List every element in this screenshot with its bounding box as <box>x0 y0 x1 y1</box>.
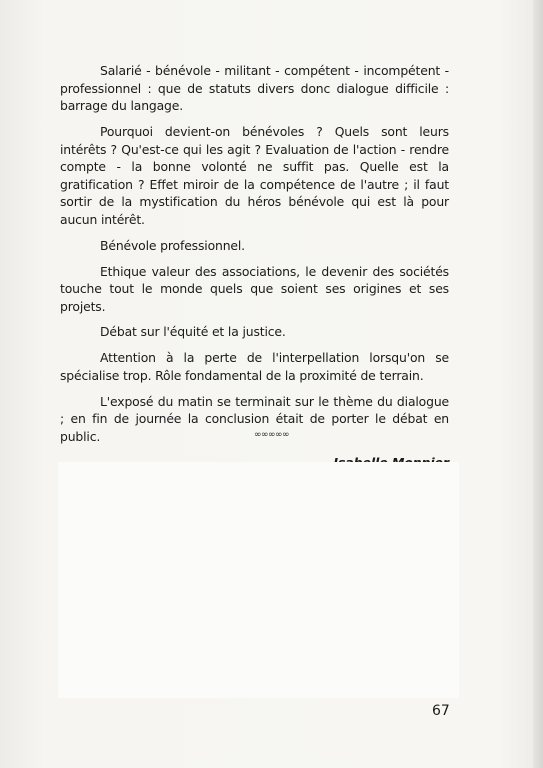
paragraph: Ethique valeur des associations, le devenir des sociétés touche tout le monde quels que soient ses origines et ses projets. <box>60 263 449 314</box>
paragraph: Salarié - bénévole - militant - compétent - incompétent - professionnel : que de statuts divers donc dialogue difficile : barrage du langage. <box>60 63 449 114</box>
blank-area <box>58 462 459 698</box>
paragraph: Attention à la perte de l'interpellation lorsqu'on se spécialise trop. Rôle fondamental de la proximité de terrain. <box>60 350 449 383</box>
body-text <box>60 62 449 484</box>
paragraph: Débat sur l'équité et la justice. <box>100 324 286 340</box>
paragraph: Bénévole professionnel. <box>100 237 245 253</box>
section-ornament: ∞∞∞∞∞ <box>254 430 289 440</box>
paragraph: L'exposé du matin se terminait sur le thème du dialogue ; en fin de journée la conclusion était de porter le débat en public. <box>60 393 449 444</box>
page-edge <box>533 0 543 768</box>
paragraph: Pourquoi devient-on bénévoles ? Quels sont leurs intérêts ? Qu'est-ce qui les agit ? Evaluation de l'action - rendre compte - la bonne volonté ne suffit pas. Quelle est la gratification ? Effet miroir de la compétence de l'autre ; il faut sortir de la mystification du héros bénévole qui est là pour aucun intérêt. <box>60 123 449 227</box>
page-number: 67 <box>432 703 450 719</box>
